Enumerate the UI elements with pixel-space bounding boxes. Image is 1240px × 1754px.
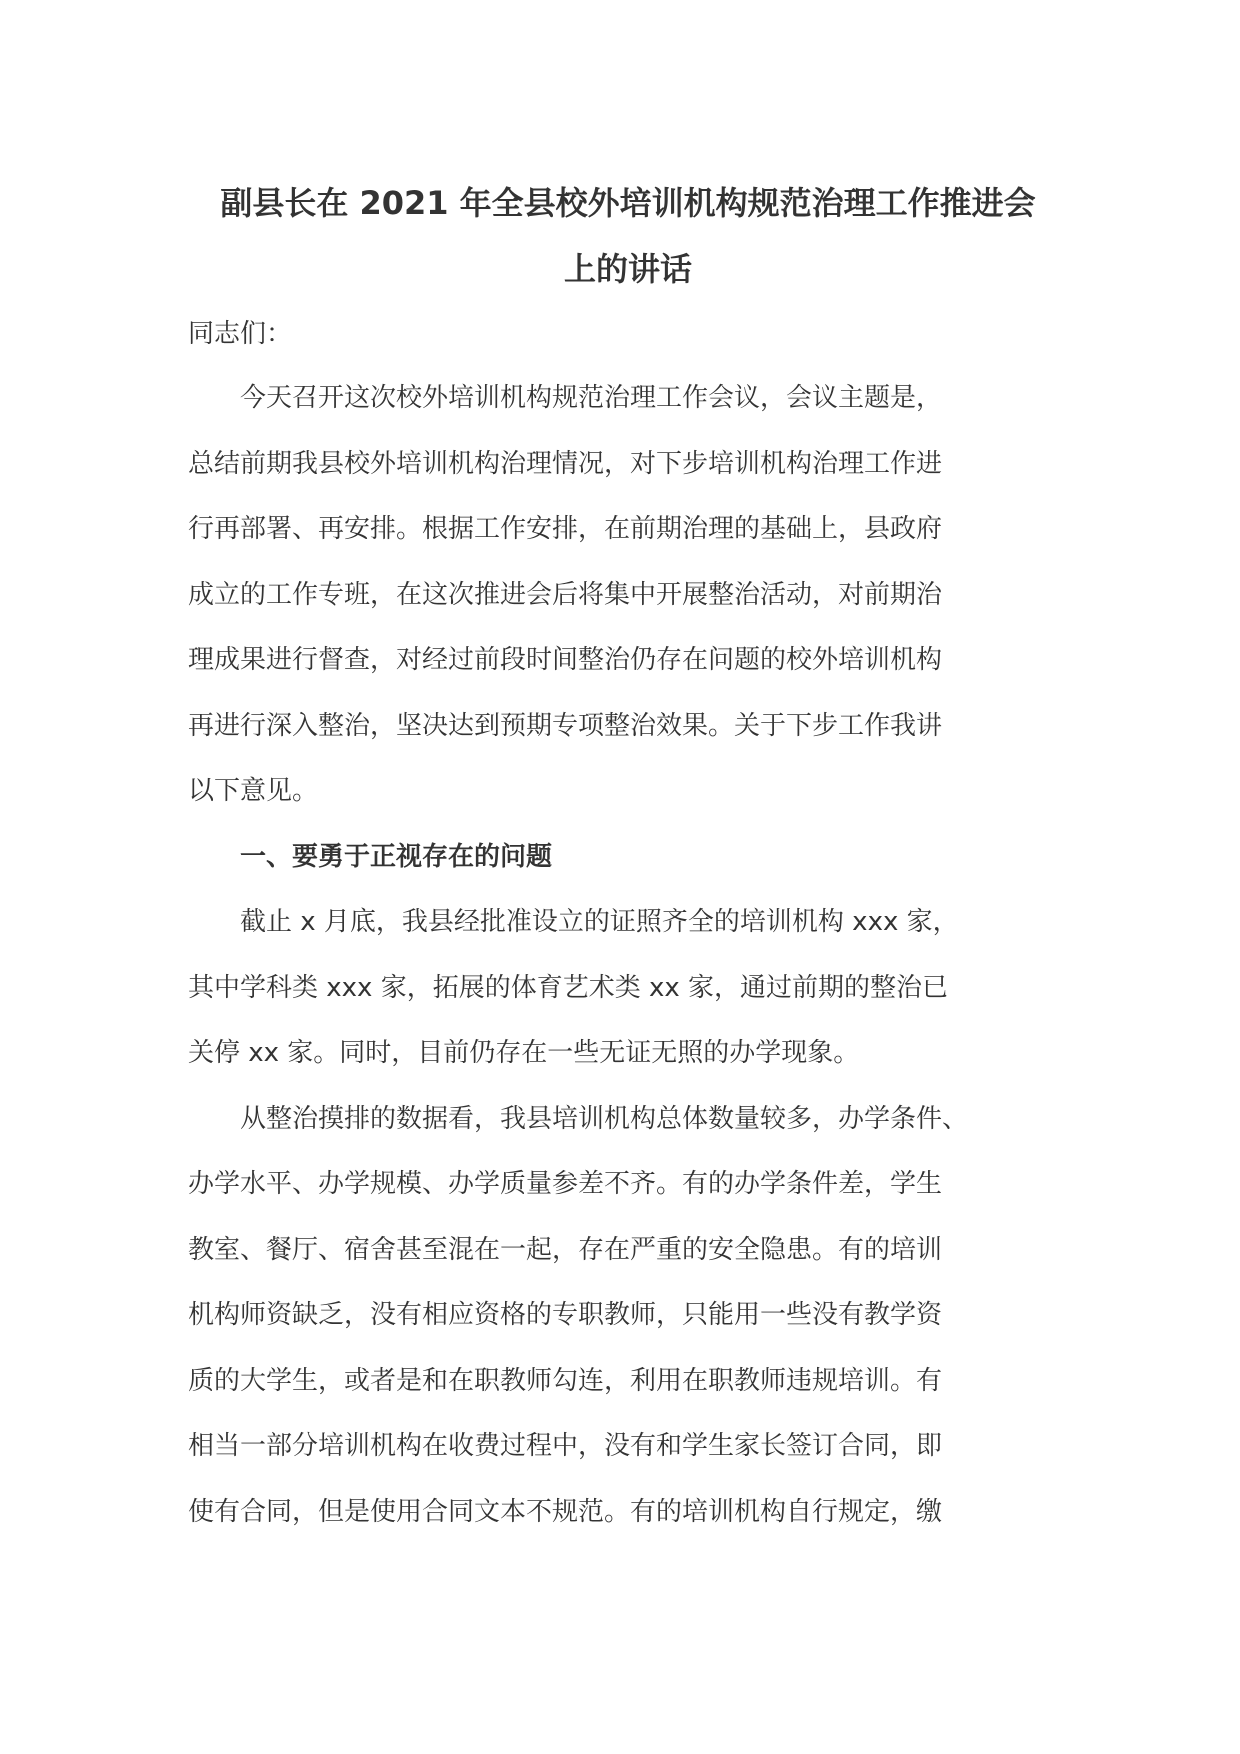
paragraph-line: 今天召开这次校外培训机构规范治理工作会议，会议主题是， <box>240 383 943 413</box>
paragraph-line: 再进行深入整治，坚决达到预期专项整治效果。关于下步工作我讲 <box>188 710 943 741</box>
paragraph-line: 质的大学生，或者是和在职教师勾连，利用在职教师违规培训。有 <box>188 1365 943 1396</box>
paragraph-line: 机构师资缺乏，没有相应资格的专职教师，只能用一些没有教学资 <box>188 1300 943 1330</box>
paragraph-line: 其中学科类 xxx 家，拓展的体育艺术类 xx 家，通过前期的整治已 <box>188 972 948 1003</box>
section-heading-text: 一、要勇于正视存在的问题 <box>240 841 553 872</box>
paragraph-line: 关停 xx 家。同时，目前仍存在一些无证无照的办学现象。 <box>188 1038 860 1068</box>
paragraph-line: 总结前期我县校外培训机构治理情况，对下步培训机构治理工作进 <box>188 448 943 479</box>
title-line-2: 上的讲话 <box>563 250 692 288</box>
paragraph-line: 使有合同，但是使用合同文本不规范。有的培训机构自行规定，缴 <box>188 1496 943 1527</box>
paragraph-line: 截止 x 月底，我县经批准设立的证照齐全的培训机构 xxx 家， <box>240 907 959 937</box>
paragraph-line: 理成果进行督查，对经过前段时间整治仍存在问题的校外培训机构 <box>188 645 943 675</box>
section-heading <box>188 825 1068 891</box>
paragraph-line: 行再部署、再安排。根据工作安排，在前期治理的基础上，县政府 <box>188 514 943 544</box>
paragraph-line: 以下意见。 <box>188 776 319 806</box>
intro-paragraph <box>188 366 1068 825</box>
paragraph-line: 办学水平、办学规模、办学质量参差不齐。有的办学条件差，学生 <box>188 1169 943 1199</box>
document-title <box>188 170 1068 302</box>
paragraph-line: 相当一部分培训机构在收费过程中，没有和学生家长签订合同，即 <box>188 1431 943 1461</box>
paragraph-line: 成立的工作专班，在这次推进会后将集中开展整治活动，对前期治 <box>188 579 943 610</box>
document-page <box>188 170 1068 1545</box>
paragraph-line: 从整治摸排的数据看，我县培训机构总体数量较多，办学条件、 <box>240 1103 969 1134</box>
salutation: 同志们： <box>188 319 293 349</box>
section-paragraph-1 <box>188 890 1068 1087</box>
section-paragraph-2 <box>188 1087 1068 1546</box>
paragraph-line: 教室、餐厅、宿舍甚至混在一起，存在严重的安全隐患。有的培训 <box>188 1234 943 1265</box>
title-line-1: 副县长在 2021 年全县校外培训机构规范治理工作推进会 <box>220 184 1036 222</box>
